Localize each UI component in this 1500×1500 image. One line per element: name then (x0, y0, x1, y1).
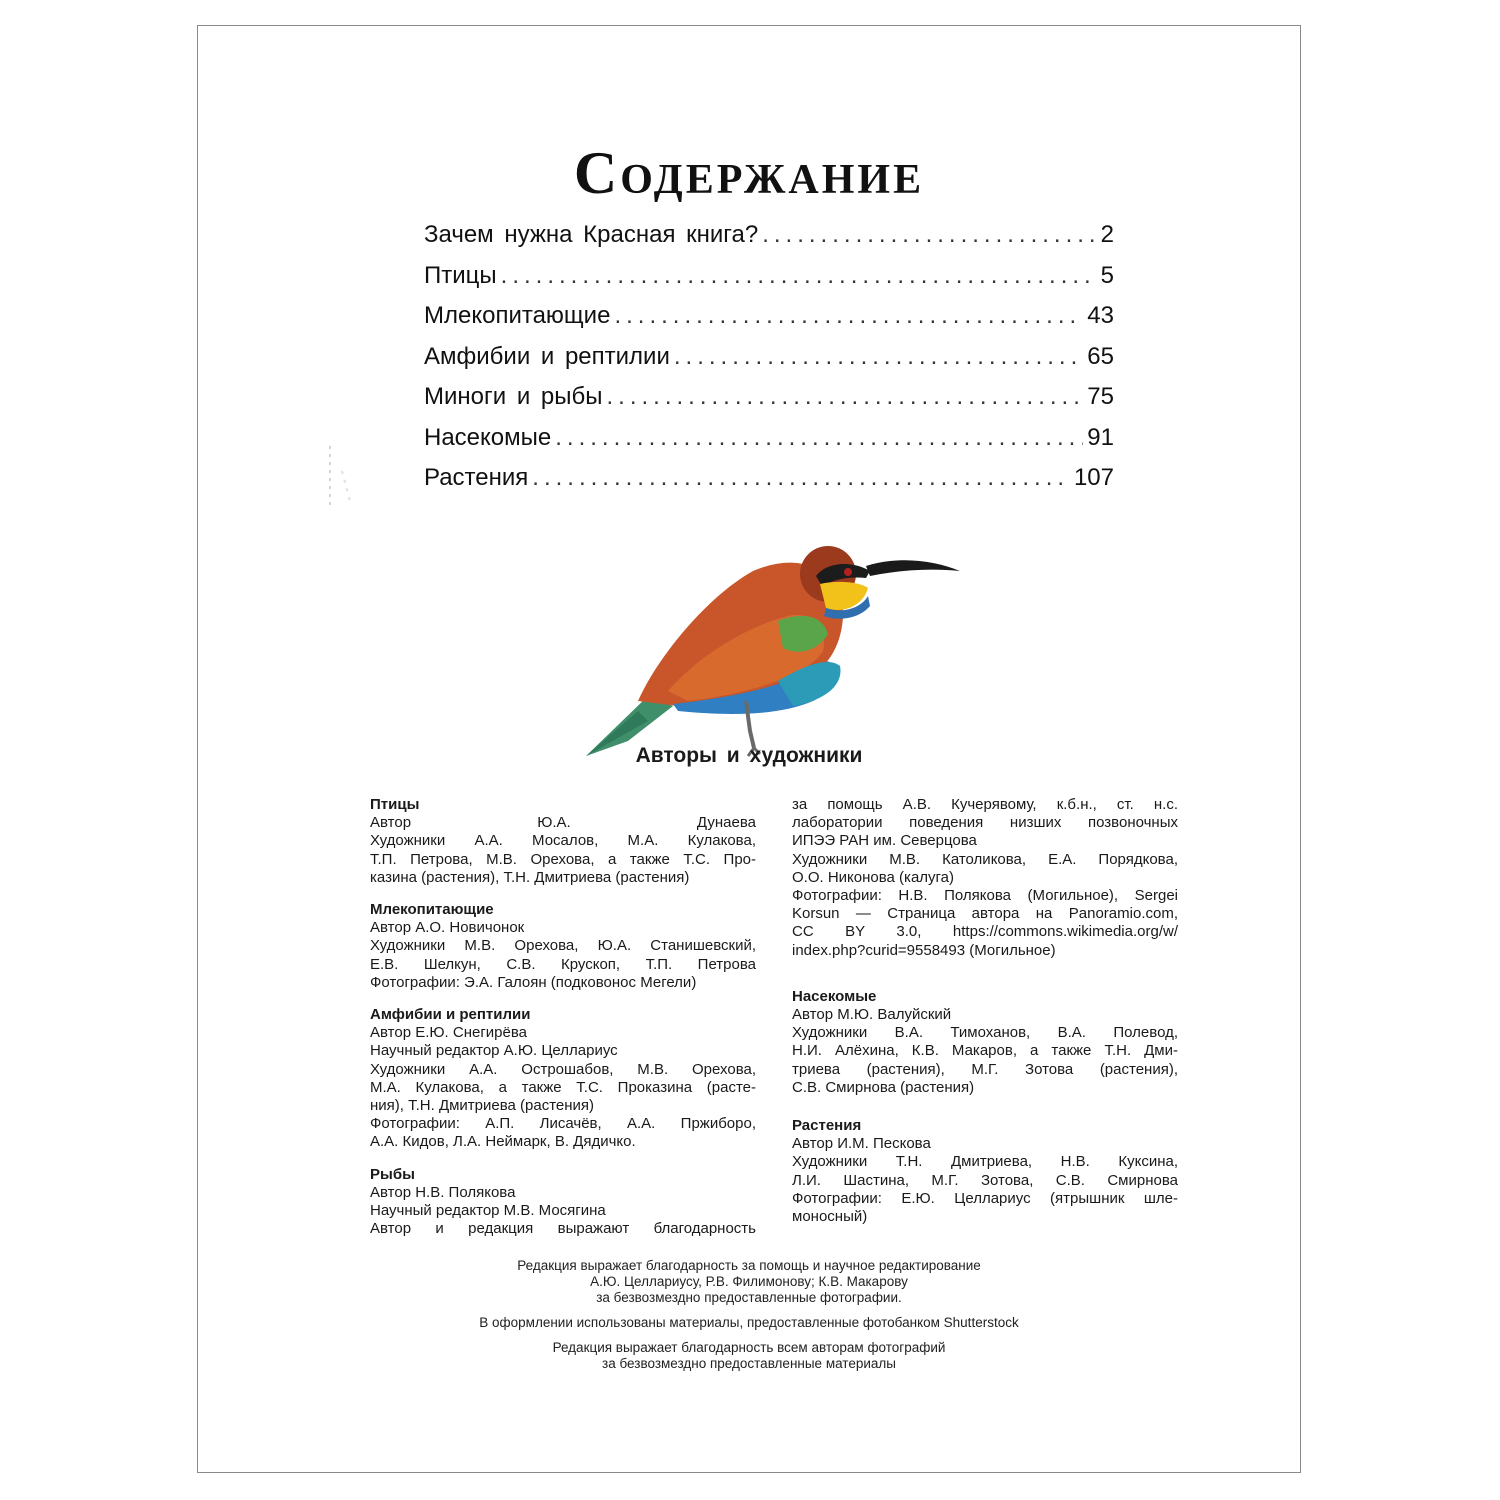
section-title: Растения (792, 1117, 862, 1135)
toc-leader-dots (762, 221, 1096, 249)
acknowledgement-paragraph (198, 1315, 1300, 1331)
credit-line: Т.П. Петрова, М.В. Орехова, а также Т.С. Про- (370, 850, 756, 868)
toc-leader-dots (614, 302, 1083, 330)
table-of-contents (424, 221, 1114, 505)
credit-line: триева (растения), М.Г. Зотова (растения), (792, 1060, 1178, 1078)
credits-right-column (792, 796, 1178, 1240)
credit-line: А.А. Кидов, Л.А. Неймарк, В. Дядичко. (370, 1133, 636, 1151)
credits-amphibians (370, 1006, 756, 1152)
page-title: Содержание (573, 140, 925, 206)
acknowledgement-paragraph (198, 1258, 1300, 1306)
credit-line: Научный редактор М.В. Мосягина (370, 1202, 606, 1220)
toc-label: Млекопитающие (424, 302, 611, 329)
credit-line: index.php?curid=9558493 (Могильное) (792, 941, 1056, 959)
credit-line: М.А. Кулакова, а также Т.С. Проказина (расте- (370, 1078, 756, 1096)
credit-line: Л.И. Шастина, М.Г. Зотова, С.В. Смирнова (792, 1171, 1178, 1189)
credit-line: Фотографии: А.П. Лисачёв, А.А. Пржиборо, (370, 1115, 756, 1133)
acknowledgement-paragraph (198, 1340, 1300, 1372)
toc-row[interactable] (424, 262, 1114, 303)
section-title: Млекопитающие (370, 901, 494, 919)
credits-birds (370, 796, 756, 887)
credit-line: Художники М.В. Орехова, Ю.А. Станишевский, (370, 937, 756, 955)
credit-line: ИПЭЭ РАН им. Северцова (792, 832, 977, 850)
credit-line: С.В. Смирнова (растения) (792, 1078, 975, 1096)
credit-line: Автор А.О. Новичонок (370, 919, 525, 937)
section-title: Амфибии и рептилии (370, 1006, 531, 1024)
toc-row[interactable] (424, 424, 1114, 465)
book-page (197, 25, 1301, 1473)
section-title: Насекомые (792, 987, 877, 1005)
toc-page-number: 75 (1087, 383, 1114, 410)
credit-line: казина (растения), Т.Н. Дмитриева (растения) (370, 868, 690, 886)
credit-line: Автор М.Ю. Валуйский (792, 1006, 952, 1024)
toc-label: Растения (424, 464, 529, 491)
toc-leader-dots (555, 424, 1083, 452)
credit-line: моносный) (792, 1208, 868, 1226)
toc-page-number: 5 (1100, 261, 1114, 289)
credit-line: ния), Т.Н. Дмитриева (растения) (370, 1097, 595, 1115)
credit-line: Художники А.А. Мосалов, М.А. Кулакова, (370, 832, 756, 850)
credit-line: Художники Т.Н. Дмитриева, Н.В. Куксина, (792, 1153, 1178, 1171)
toc-leader-dots (532, 464, 1070, 492)
credit-line: CC BY 3.0, https://commons.wikimedia.org/w/ (792, 923, 1178, 941)
ack-line: за безвозмездно предоставленные материалы (602, 1356, 896, 1371)
credit-line: Korsun — Страница автора на Panoramio.com, (792, 905, 1178, 923)
toc-row[interactable] (424, 343, 1114, 384)
credit-line: Художники А.А. Острошабов, М.В. Орехова, (370, 1060, 756, 1078)
credit-line: Фотографии: Е.Ю. Целлариус (ятрышник шле- (792, 1189, 1178, 1207)
credit-line: Автор Е.Ю. Снегирёва (370, 1024, 527, 1042)
credit-line: Н.И. Алёхина, К.В. Макаров, а также Т.Н. Дми- (792, 1042, 1178, 1060)
credit-line: Фотографии: Э.А. Галоян (подковонос Мегели) (370, 973, 697, 991)
toc-page-number: 107 (1073, 464, 1114, 491)
credits-fish (370, 1166, 756, 1239)
ack-line: В оформлении использованы материалы, предоставленные фотобанком Shutterstock (479, 1315, 1019, 1330)
toc-page-number: 2 (1100, 221, 1114, 248)
credits-left-column (370, 796, 756, 1252)
toc-leader-dots (674, 343, 1083, 371)
toc-row[interactable] (424, 302, 1114, 343)
credits-fish-continued (792, 796, 1178, 960)
faint-leaf-mark (320, 441, 360, 511)
toc-label: Амфибии и рептилии (424, 342, 670, 370)
toc-row[interactable] (424, 221, 1114, 262)
credit-line: за помощь А.В. Кучерявому, к.б.н., ст. н.с. (792, 796, 1178, 813)
credits-insects (792, 988, 1178, 1097)
toc-page-number: 65 (1087, 342, 1114, 370)
credits-plants (792, 1117, 1178, 1226)
credit-line: лаборатории поведения низших позвоночных (792, 814, 1178, 832)
toc-label: Зачем нужна Красная книга? (424, 221, 759, 248)
ack-line: Редакция выражает благодарность за помощь и научное редактирование (517, 1258, 981, 1273)
section-title: Рыбы (370, 1165, 415, 1183)
ack-line: А.Ю. Целлариусу, Р.В. Филимонову; К.В. Макарову (590, 1274, 908, 1289)
ack-line: Редакция выражает благодарность всем авторам фотографий (552, 1340, 946, 1355)
credit-line: Художники М.В. Католикова, Е.А. Порядкова, (792, 850, 1178, 868)
credit-line: Художники В.А. Тимоханов, В.А. Полевод, (792, 1024, 1178, 1042)
credit-line: Автор И.М. Пескова (792, 1135, 931, 1153)
toc-page-number: 91 (1087, 423, 1114, 451)
toc-label: Миноги и рыбы (424, 383, 603, 410)
toc-label: Птицы (424, 261, 497, 289)
section-title: Птицы (370, 796, 420, 813)
authors-heading: Авторы и художники (635, 744, 863, 767)
toc-leader-dots (501, 262, 1097, 290)
credit-line: Автор Ю.А. Дунаева (370, 814, 756, 832)
credits-mammals (370, 901, 756, 992)
credit-line: Автор Н.В. Полякова (370, 1183, 516, 1201)
credit-line: Е.В. Шелкун, С.В. Крускоп, Т.П. Петрова (370, 955, 756, 973)
credit-line: Фотографии: Н.В. Полякова (Могильное), Sergei (792, 887, 1178, 905)
toc-row[interactable] (424, 464, 1114, 505)
toc-label: Насекомые (424, 423, 552, 451)
toc-row[interactable] (424, 383, 1114, 424)
toc-page-number: 43 (1087, 302, 1114, 329)
bee-eater-bird-illustration (578, 516, 968, 766)
credit-line: Научный редактор А.Ю. Целлариус (370, 1042, 618, 1060)
toc-leader-dots (607, 383, 1084, 411)
credit-line: Автор и редакция выражают благодарность (370, 1220, 756, 1238)
ack-line: за безвозмездно предоставленные фотографии. (596, 1290, 902, 1305)
acknowledgements-footer (198, 1258, 1300, 1381)
credit-line: О.О. Никонова (калуга) (792, 868, 955, 886)
